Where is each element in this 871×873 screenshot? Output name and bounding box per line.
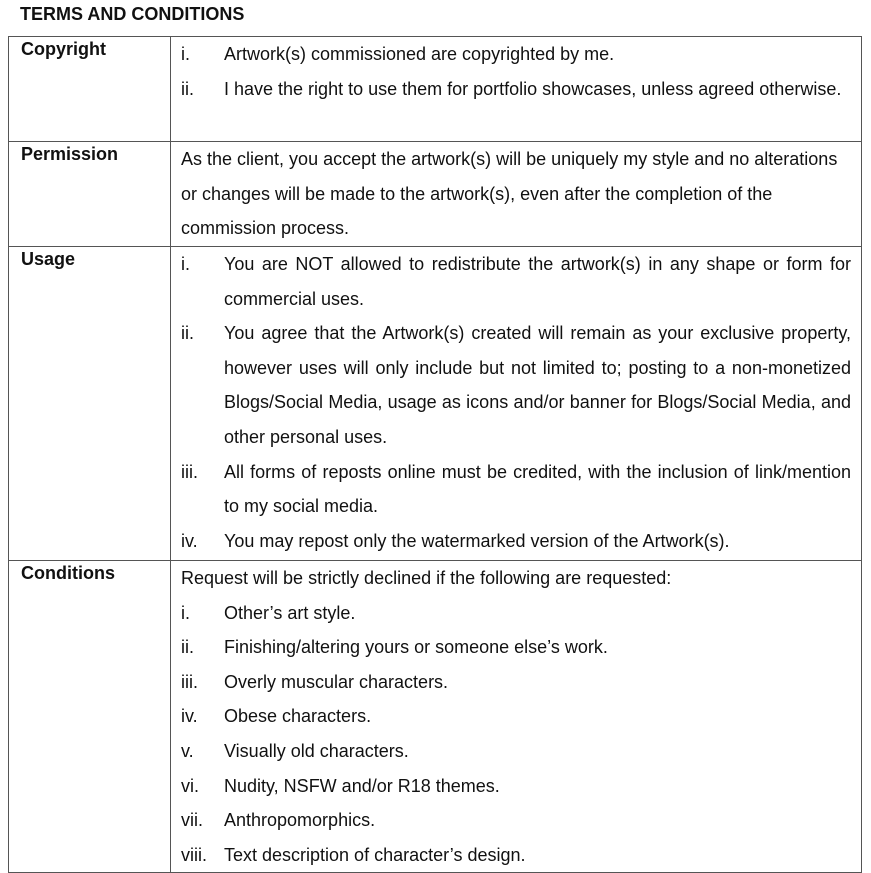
list-item bbox=[181, 630, 851, 665]
list-text: Other’s art style. bbox=[224, 602, 356, 623]
list-number: i. bbox=[181, 254, 190, 274]
list-number: vi. bbox=[181, 775, 199, 796]
list-number: viii. bbox=[181, 844, 207, 865]
list-item bbox=[181, 72, 851, 107]
list-text: Nudity, NSFW and/or R18 themes. bbox=[224, 775, 500, 796]
document-title: TERMS AND CONDITIONS bbox=[20, 4, 245, 24]
section-content-permission bbox=[171, 142, 862, 247]
terms-table bbox=[8, 36, 862, 873]
list-number: ii. bbox=[181, 78, 194, 99]
list-number: i. bbox=[181, 44, 190, 64]
section-label-usage: Usage bbox=[9, 247, 171, 561]
list-number: iv. bbox=[181, 530, 198, 551]
list-text: Anthropomorphics. bbox=[224, 810, 376, 831]
list-text: You are NOT allowed to redistribute the artwork(s) in any shape or form for commercial uses. bbox=[224, 254, 851, 309]
table-row-usage bbox=[9, 247, 862, 561]
list-number: v. bbox=[181, 740, 194, 761]
paragraph: As the client, you accept the artwork(s) will be uniquely my style and no alterations or changes will be made to the artwork(s), even after the completion of the commission process. bbox=[181, 149, 838, 239]
list-text: Overly muscular characters. bbox=[224, 671, 449, 692]
section-label-copyright: Copyright bbox=[9, 37, 171, 142]
list-item bbox=[181, 596, 851, 631]
list-item bbox=[181, 316, 851, 454]
list-text: Finishing/altering yours or someone else’s work. bbox=[224, 637, 608, 658]
section-content-copyright bbox=[171, 37, 862, 142]
list-text: Visually old characters. bbox=[224, 740, 409, 761]
conditions-intro: Request will be strictly declined if the following are requested: bbox=[181, 568, 672, 588]
list-item bbox=[181, 769, 851, 804]
list-item bbox=[181, 838, 851, 873]
list-text: You agree that the Artwork(s) created will remain as your exclusive property, however uses will only include but not limited to; posting to a non-monetized Blogs/Social Media, usage as icons and/or banner for Blogs/Social Media, and other personal uses. bbox=[224, 323, 851, 447]
section-label-conditions: Conditions bbox=[9, 561, 171, 873]
list-text: You may repost only the watermarked version of the Artwork(s). bbox=[224, 530, 730, 551]
section-content-usage bbox=[171, 247, 862, 561]
list-number: ii. bbox=[181, 323, 194, 344]
list-item bbox=[181, 247, 851, 316]
list-number: iv. bbox=[181, 706, 198, 727]
list-item bbox=[181, 699, 851, 734]
section-label-permission: Permission bbox=[9, 142, 171, 247]
list-number: i. bbox=[181, 602, 190, 623]
list-item bbox=[181, 665, 851, 700]
list-text: All forms of reposts online must be credited, with the inclusion of link/mention to my social media. bbox=[224, 461, 851, 517]
list-item bbox=[181, 455, 851, 524]
list-text: Text description of character’s design. bbox=[224, 844, 526, 865]
list-item bbox=[181, 803, 851, 838]
list-text: Artwork(s) commissioned are copyrighted by me. bbox=[224, 44, 615, 64]
table-row-conditions bbox=[9, 561, 862, 873]
list-item bbox=[181, 734, 851, 769]
section-content-conditions bbox=[171, 561, 862, 873]
list-number: iii. bbox=[181, 671, 198, 692]
list-text: Obese characters. bbox=[224, 706, 372, 727]
table-row-copyright bbox=[9, 37, 862, 142]
list-text: I have the right to use them for portfolio showcases, unless agreed otherwise. bbox=[224, 78, 842, 99]
list-number: ii. bbox=[181, 637, 194, 658]
table-row-permission bbox=[9, 142, 862, 247]
list-item bbox=[181, 37, 851, 72]
list-item bbox=[181, 524, 851, 559]
list-number: vii. bbox=[181, 810, 203, 831]
list-number: iii. bbox=[181, 461, 198, 482]
